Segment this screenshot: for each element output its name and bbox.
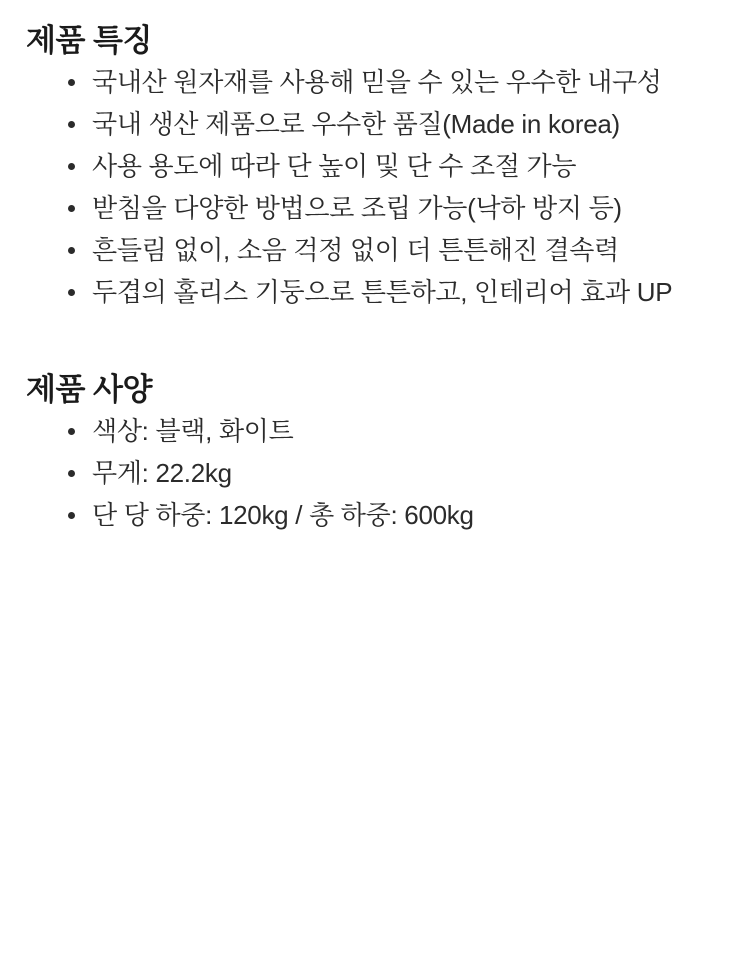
spec-list <box>26 410 724 536</box>
list-item: 색상: 블랙, 화이트 <box>60 410 724 452</box>
page-title-specs: 제품 사양 <box>26 372 152 408</box>
list-item: 국내산 원자재를 사용해 믿을 수 있는 우수한 내구성 <box>60 61 724 103</box>
list-item: 받침을 다양한 방법으로 조립 가능(낙하 방지 등) <box>60 187 724 229</box>
list-item: 단 당 하중: 120kg / 총 하중: 600kg <box>60 494 724 536</box>
list-item: 사용 용도에 따라 단 높이 및 단 수 조절 가능 <box>60 145 724 187</box>
feature-list <box>26 61 724 314</box>
list-item: 흔들림 없이, 소음 걱정 없이 더 튼튼해진 결속력 <box>60 229 724 271</box>
list-item: 두겹의 홀리스 기둥으로 튼튼하고, 인테리어 효과 UP <box>60 271 724 313</box>
section-product-features <box>26 22 724 313</box>
section-product-specs <box>26 371 724 536</box>
page-title-features: 제품 특징 <box>26 23 152 58</box>
list-item: 국내 생산 제품으로 우수한 품질(Made in korea) <box>60 103 724 145</box>
list-item: 무게: 22.2kg <box>60 452 724 494</box>
